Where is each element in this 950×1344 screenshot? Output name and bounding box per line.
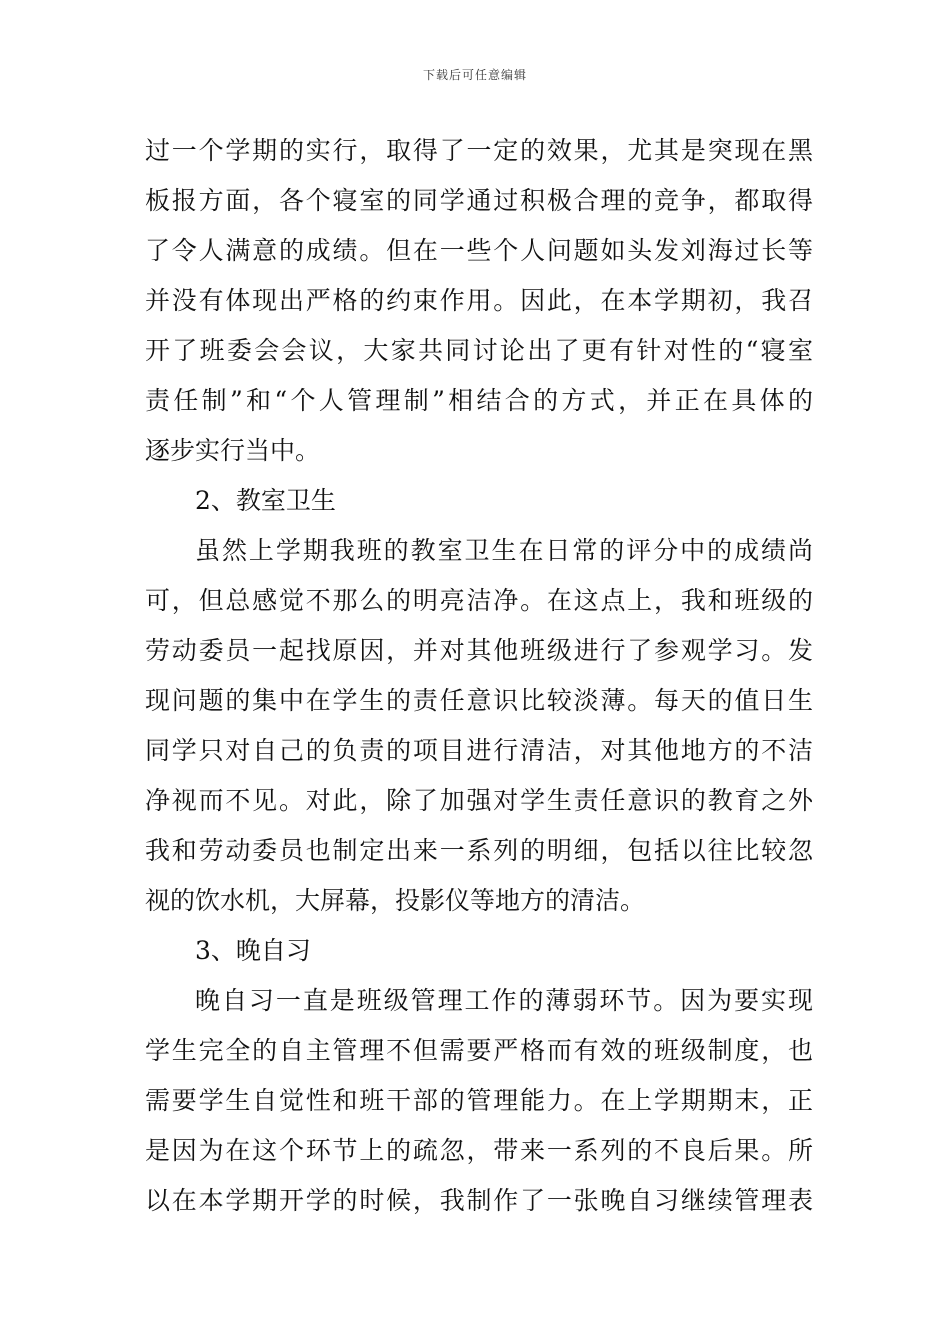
text-line: 需要学生自觉性和班干部的管理能力。在上学期期末，正: [145, 1086, 813, 1115]
text-line: 责任制”和“个人管理制”相结合的方式，并正在具体的: [145, 386, 813, 415]
text-line: 净视而不见。对此，除了加强对学生责任意识的教育之外: [145, 786, 813, 815]
text-line: 过一个学期的实行，取得了一定的效果，尤其是突现在黑: [145, 136, 813, 165]
document-body: [145, 126, 813, 1226]
text-line: 虽然上学期我班的教室卫生在日常的评分中的成绩尚: [195, 536, 813, 565]
text-line: 我和劳动委员也制定出来一系列的明细，包括以往比较忽: [145, 836, 813, 865]
section-heading: 3、晚自习: [195, 936, 311, 965]
text-line: 板报方面，各个寝室的同学通过积极合理的竞争，都取得: [145, 186, 813, 215]
text-line: 同学只对自己的负责的项目进行清洁，对其他地方的不洁: [145, 736, 813, 765]
text-line: 开了班委会会议，大家共同讨论出了更有针对性的“寝室: [145, 336, 813, 365]
text-line: 逐步实行当中。: [145, 436, 321, 465]
text-line: 劳动委员一起找原因，并对其他班级进行了参观学习。发: [145, 636, 813, 665]
text-line: 视的饮水机，大屏幕，投影仪等地方的清洁。: [145, 886, 646, 915]
section-heading: 2、教室卫生: [195, 486, 336, 515]
text-line: 以在本学期开学的时候，我制作了一张晚自习继续管理表: [145, 1186, 813, 1215]
text-line: 学生完全的自主管理不但需要严格而有效的班级制度，也: [145, 1036, 813, 1065]
text-line: 晚自习一直是班级管理工作的薄弱环节。因为要实现: [195, 986, 813, 1015]
text-line: 并没有体现出严格的约束作用。因此，在本学期初，我召: [145, 286, 813, 315]
text-line: 了令人满意的成绩。但在一些个人问题如头发刘海过长等: [145, 236, 813, 265]
text-line: 是因为在这个环节上的疏忽，带来一系列的不良后果。所: [145, 1136, 813, 1165]
header-note: 下载后可任意编辑: [422, 68, 527, 82]
text-line: 可，但总感觉不那么的明亮洁净。在这点上，我和班级的: [145, 586, 813, 615]
text-line: 现问题的集中在学生的责任意识比较淡薄。每天的值日生: [145, 686, 813, 715]
